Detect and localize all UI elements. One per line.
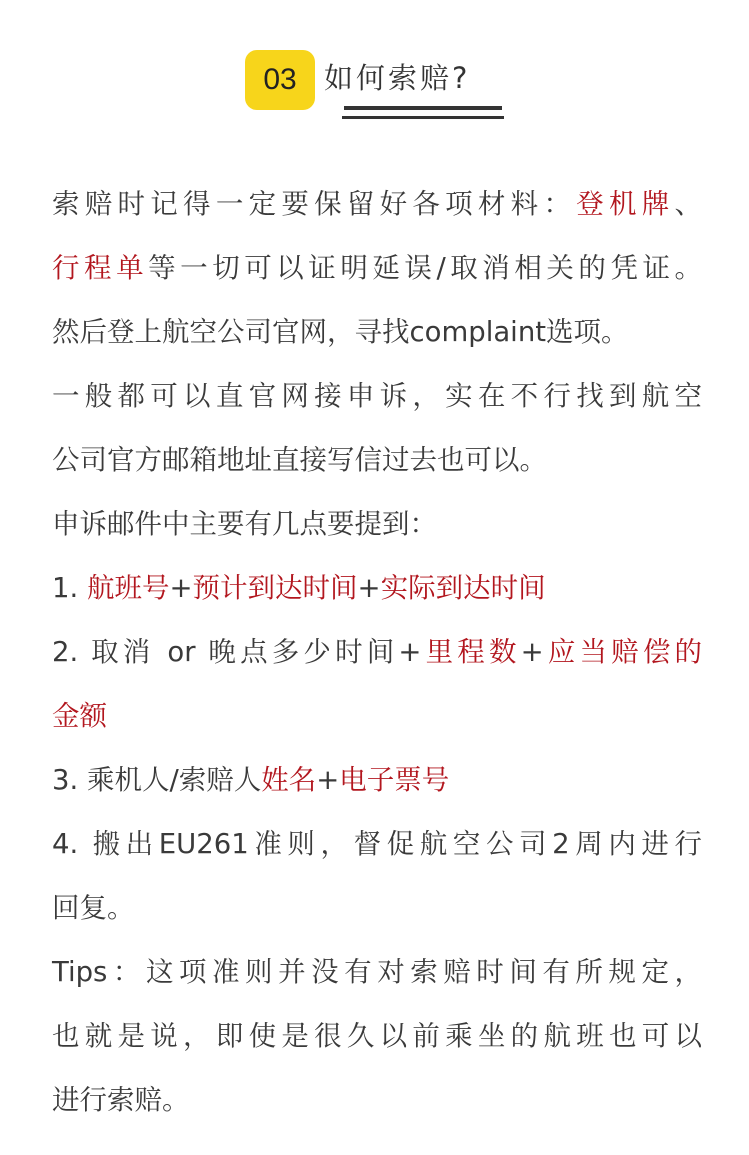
body-text: 4. 搬出EU261准则，督促航空公司2周内进行	[52, 828, 702, 860]
body-text: 2. 取消 or 晚点多少时间+	[52, 636, 422, 668]
body-text: 也就是说，即使是很久以前乘坐的航班也可以	[52, 1020, 702, 1052]
body-text: Tips：这项准则并没有对索赔时间有所规定，	[52, 956, 702, 988]
body-text: 3. 乘机人/索赔人	[52, 764, 262, 796]
text-line	[52, 236, 702, 300]
highlighted-text: 金额	[52, 700, 107, 732]
highlighted-text: 姓名	[261, 764, 317, 796]
highlighted-text: 行程单	[52, 252, 149, 284]
text-line	[52, 492, 702, 556]
text-line	[52, 620, 702, 684]
text-line	[52, 556, 702, 620]
body-text: +	[357, 572, 381, 604]
body-text: 、	[674, 188, 703, 220]
body-text: +	[169, 572, 193, 604]
text-line	[52, 428, 702, 492]
text-line	[52, 748, 702, 812]
highlighted-text: 应当赔偿的	[543, 636, 703, 668]
body-text: 一般都可以直官网接申诉，实在不行找到航空	[52, 380, 702, 412]
highlighted-text: 登机牌	[576, 188, 675, 220]
text-line	[52, 1068, 702, 1132]
body-text: 公司官方邮箱地址直接写信过去也可以。	[52, 444, 547, 476]
body-text: 1.	[52, 572, 87, 604]
highlighted-text: 预计到达时间	[192, 572, 358, 604]
body-text: 然后登上航空公司官网，寻找complaint选项。	[52, 316, 629, 348]
body-text: +	[316, 764, 340, 796]
text-line	[52, 300, 702, 364]
title-underline-secondary	[342, 116, 504, 119]
highlighted-text: 实际到达时间	[380, 572, 546, 604]
highlighted-text: 里程数	[421, 636, 521, 668]
article-body	[52, 172, 702, 1132]
text-line	[52, 876, 702, 940]
highlighted-text: 电子票号	[339, 764, 450, 796]
body-text: 回复。	[52, 892, 135, 924]
text-line	[52, 172, 702, 236]
section-header	[0, 50, 749, 130]
text-line	[52, 940, 702, 1004]
text-line	[52, 812, 702, 876]
section-title: 如何索赔?	[324, 61, 471, 95]
body-text: 等一切可以证明延误/取消相关的凭证。	[148, 252, 703, 284]
body-text: 索赔时记得一定要保留好各项材料：	[52, 188, 577, 220]
section-number-badge: 03	[245, 50, 315, 110]
text-line	[52, 1004, 702, 1068]
highlighted-text: 航班号	[86, 572, 170, 604]
text-line	[52, 364, 702, 428]
body-text: 申诉邮件中主要有几点要提到：	[52, 508, 437, 540]
body-text: +	[520, 636, 544, 668]
text-line	[52, 684, 702, 748]
title-underline	[344, 106, 502, 110]
body-text: 进行索赔。	[52, 1084, 190, 1116]
